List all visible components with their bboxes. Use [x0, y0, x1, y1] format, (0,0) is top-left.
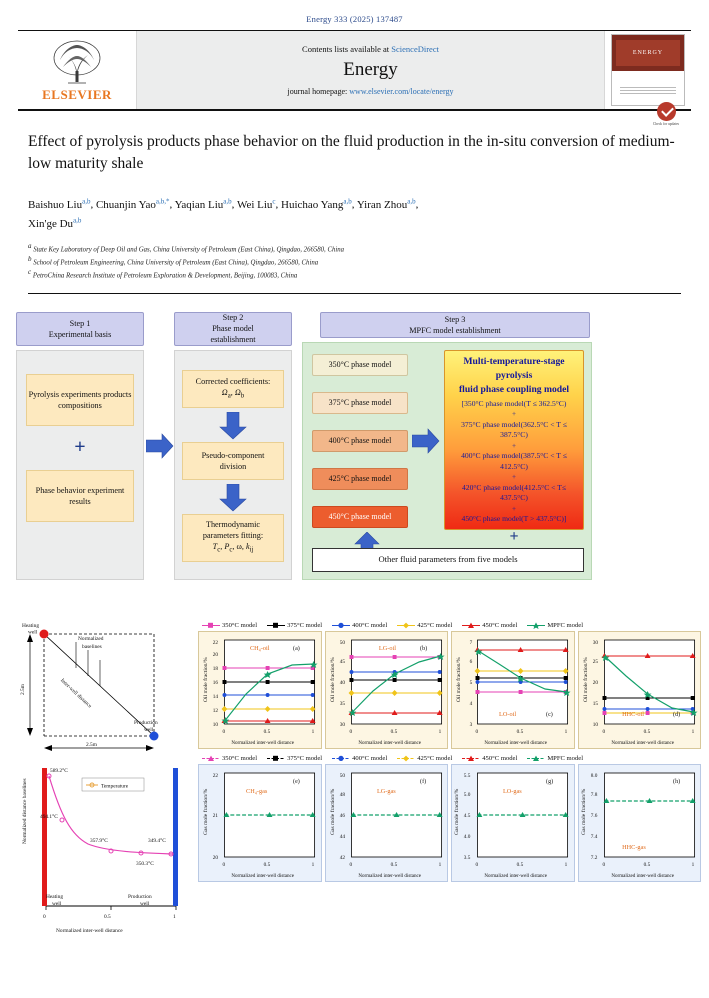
svg-text:12: 12 [212, 707, 218, 714]
svg-text:Normalized inter-well distance: Normalized inter-well distance [231, 872, 295, 879]
svg-text:5.5: 5.5 [463, 772, 471, 779]
svg-text:48: 48 [339, 791, 345, 798]
affiliation: c PetroChina Research Institute of Petroleum Exploration & Development, Beijing, 100083, China [28, 267, 298, 280]
svg-text:HHC-gas: HHC-gas [621, 843, 646, 851]
legend-item-425-gas: 425°C model [397, 755, 452, 762]
svg-text:0: 0 [349, 861, 352, 868]
svg-text:1: 1 [564, 728, 568, 735]
svg-text:0: 0 [475, 728, 479, 735]
svg-text:45: 45 [339, 658, 345, 665]
contents-prefix: Contents lists available at [302, 44, 392, 54]
phase-model-450: 450°C phase model [312, 506, 408, 528]
affiliation: a State Key Laboratory of Deep Oil and Gas, China University of Petroleum (East China), Qingdao, 266580, China [28, 242, 345, 254]
svg-text:Heating: Heating [22, 622, 40, 629]
legend-item-mpfc-oil: MPFC model [527, 622, 583, 629]
svg-text:1: 1 [311, 861, 315, 868]
journal-reference: Energy 333 (2025) 137487 [306, 14, 403, 24]
svg-text:Normalized inter-well distance: Normalized inter-well distance [484, 872, 548, 879]
svg-text:35: 35 [339, 700, 345, 707]
svg-text:0: 0 [43, 913, 46, 920]
svg-text:Normalized inter-well distance: Normalized inter-well distance [610, 739, 674, 746]
author: Huichao Yang$^{a,b}$ [281, 197, 352, 211]
charts-pane [198, 620, 701, 938]
svg-text:22: 22 [212, 639, 218, 646]
svg-text:LO-gas: LO-gas [502, 787, 522, 795]
svg-text:18: 18 [212, 665, 218, 672]
svg-text:well: well [28, 629, 38, 636]
other-parameters-box: Other fluid parameters from five models [312, 548, 584, 572]
svg-text:0: 0 [222, 728, 226, 735]
svg-text:30: 30 [339, 721, 345, 728]
chart-lg-gas [325, 764, 449, 882]
legend-item-375-oil: 375°C model [267, 622, 322, 629]
page-title: Effect of pyrolysis products phase behavior on the fluid production in the in-situ conversion of medium-low maturity shale [28, 133, 675, 172]
legend-item-350-gas: 350°C model [202, 755, 257, 762]
svg-text:(a): (a) [293, 645, 300, 652]
svg-text:1: 1 [438, 728, 441, 735]
homepage-prefix: journal homepage: [287, 87, 350, 96]
legend-gas [198, 753, 701, 764]
svg-text:349.4°C: 349.4°C [148, 837, 166, 844]
svg-text:(b): (b) [419, 645, 427, 652]
svg-text:LG-gas: LG-gas [376, 787, 396, 795]
workflow-diagram [16, 312, 693, 612]
svg-text:Production: Production [134, 719, 158, 726]
journal-title: Energy [343, 59, 398, 80]
svg-text:well: well [144, 726, 154, 733]
svg-text:1: 1 [311, 728, 315, 735]
svg-text:25: 25 [592, 658, 598, 665]
svg-text:2.5m: 2.5m [86, 741, 97, 748]
chart-ch4-oil-svg [199, 632, 321, 750]
svg-text:Normalized distance baselines: Normalized distance baselines [22, 778, 28, 844]
svg-text:7.4: 7.4 [590, 833, 597, 840]
svg-text:0.5: 0.5 [516, 861, 524, 868]
svg-text:Oil mole fraction/%: Oil mole fraction/% [582, 656, 589, 702]
homepage-link[interactable]: www.elsevier.com/locate/energy [349, 87, 454, 96]
svg-text:10: 10 [592, 721, 598, 728]
phase-model-400: 400°C phase model [312, 430, 408, 452]
legend-item-425-oil: 425°C model [397, 622, 452, 629]
svg-text:Temperature: Temperature [101, 783, 129, 790]
svg-text:Oil mole fraction/%: Oil mole fraction/% [329, 656, 336, 702]
svg-text:LO-oil: LO-oil [499, 710, 517, 718]
journal-masthead [18, 31, 691, 109]
arrow-step2-a [218, 412, 248, 440]
schematic-svg [16, 620, 191, 938]
legend-item-mpfc-gas: MPFC model [527, 755, 583, 762]
legend-item-350-oil: 350°C model [202, 622, 257, 629]
chart-hhc-oil [578, 631, 702, 749]
svg-text:0: 0 [475, 861, 479, 868]
contents-line [302, 44, 439, 54]
chart-hhc-gas-svg [579, 765, 701, 883]
step2-item-thermodynamic: Thermodynamic parameters fitting: $T_c$, $P_c$, ω, $k_{ij}$ [182, 514, 284, 562]
svg-text:Inter-well distance: Inter-well distance [59, 677, 93, 710]
svg-text:0.5: 0.5 [104, 913, 111, 920]
svg-text:7.8: 7.8 [590, 791, 597, 798]
svg-text:Oil mole fraction/%: Oil mole fraction/% [455, 656, 462, 702]
svg-text:Normalized inter-well distance: Normalized inter-well distance [231, 739, 295, 746]
svg-text:0.5: 0.5 [390, 728, 397, 735]
homepage-line [288, 87, 454, 96]
svg-text:Gas mole fraction/%: Gas mole fraction/% [453, 788, 460, 835]
chart-hhc-gas [578, 764, 702, 882]
legend-item-400-gas: 400°C model [332, 755, 387, 762]
chart-lg-gas-svg [326, 765, 448, 883]
chart-hhc-oil-svg [579, 632, 701, 750]
cover-top-band [612, 35, 684, 71]
svg-text:CH₄-gas: CH₄-gas [246, 787, 268, 795]
svg-text:20: 20 [212, 651, 218, 658]
cover-text-lines [612, 87, 684, 94]
affiliations [28, 242, 681, 280]
svg-text:0.5: 0.5 [516, 728, 524, 735]
svg-text:46: 46 [339, 812, 345, 819]
legend-item-400-oil: 400°C model [332, 622, 387, 629]
svg-text:589.2°C: 589.2°C [50, 767, 68, 774]
svg-text:5.0: 5.0 [463, 791, 471, 798]
chart-lo-oil-svg [452, 632, 574, 750]
svg-text:Normalized inter-well distance: Normalized inter-well distance [484, 739, 548, 746]
svg-text:1: 1 [438, 861, 441, 868]
svg-text:(f): (f) [419, 778, 426, 785]
svg-text:HHC-oil: HHC-oil [621, 710, 644, 718]
chart-lg-oil [325, 631, 449, 749]
svg-text:1: 1 [691, 861, 694, 868]
svg-text:Normalized inter-well distance: Normalized inter-well distance [56, 927, 123, 934]
author: Yaqian Liu$^{a,b}$ [174, 197, 232, 211]
publisher-name: ELSEVIER [42, 86, 112, 102]
svg-text:well: well [52, 900, 62, 907]
results-figure [8, 620, 701, 940]
chart-ch4-oil [198, 631, 322, 749]
mpfc-text: Multi-temperature-stage pyrolysis fluid phase coupling model [350°C phase model(T ≤ 362.5°C) + 375°C phase model(362.5°C < T ≤ 387.5°C) + 400°C phase model(387.5°C < T ≤ 412.5°C) + 420°C phase model(412.5°C < T≤ 437.5°C) + 450°C phase model(T > 437.5°C)] [458, 355, 570, 524]
author-list: Baishuo Liu$^{a,b}$, Chuanjin Yao$^{a,b,*}$, Yaqian Liu$^{a,b}$, Wei Liu$^c$, Huichao Yang$^{a,b}$, Yiran Zhou$^{a,b}$, Xin'ge Du$^{a,b}$ [28, 197, 419, 231]
affiliation: b School of Petroleum Engineering, China University of Petroleum (East China), Qingdao, 266580, China [28, 255, 319, 267]
crossmark-label: Check for updates [652, 121, 680, 126]
step2-item-pseudo-component: Pseudo-component division [182, 442, 284, 480]
title-rule [28, 293, 681, 294]
oil-charts-grid [198, 631, 701, 749]
step3-header: Step 3 MPFC model establishment [320, 312, 590, 338]
mpfc-plus: + [509, 528, 519, 546]
svg-text:0.5: 0.5 [263, 861, 271, 868]
svg-text:0.5: 0.5 [390, 861, 397, 868]
svg-text:(d): (d) [672, 711, 680, 718]
svg-text:0.5: 0.5 [643, 728, 650, 735]
legend-item-375-gas: 375°C model [267, 755, 322, 762]
publisher-logo [18, 31, 136, 109]
svg-text:Gas mole fraction/%: Gas mole fraction/% [329, 788, 336, 835]
svg-text:40: 40 [339, 679, 345, 686]
svg-text:22: 22 [212, 772, 218, 779]
arrow-step2-b [218, 484, 248, 512]
svg-text:5: 5 [469, 679, 473, 686]
svg-text:44: 44 [339, 833, 345, 840]
svg-text:Normalized inter-well distance: Normalized inter-well distance [357, 872, 421, 879]
svg-text:357.9°C: 357.9°C [90, 837, 108, 844]
legend-item-450-oil: 450°C model [462, 622, 517, 629]
svg-text:14: 14 [212, 693, 218, 700]
svg-text:8.0: 8.0 [590, 772, 597, 779]
header-rule-bottom [18, 109, 691, 111]
svg-text:(h): (h) [672, 778, 680, 785]
svg-text:4: 4 [469, 700, 473, 707]
svg-text:0: 0 [222, 861, 226, 868]
svg-text:10: 10 [212, 721, 218, 728]
step2-item-coefficients: Corrected coefficients: $\Omega_a$, $\Omega_b$ [182, 370, 284, 408]
phase-model-375: 375°C phase model [312, 392, 408, 414]
svg-text:0.5: 0.5 [263, 728, 271, 735]
phase-model-350: 350°C phase model [312, 354, 408, 376]
svg-text:50: 50 [339, 772, 345, 779]
svg-text:3.5: 3.5 [463, 854, 471, 861]
svg-text:Oil mole fraction/%: Oil mole fraction/% [202, 656, 209, 702]
author: Baishuo Liu$^{a,b}$ [28, 197, 91, 211]
svg-text:Normalized inter-well distance: Normalized inter-well distance [357, 739, 421, 746]
author: Xin'ge Du$^{a,b}$ [28, 216, 82, 231]
svg-text:LG-oil: LG-oil [378, 644, 396, 652]
svg-text:42: 42 [339, 854, 345, 861]
sciencedirect-link[interactable]: ScienceDirect [391, 44, 439, 54]
svg-text:350.3°C: 350.3°C [136, 860, 154, 867]
mpfc-model-box [444, 350, 584, 530]
arrow-step3 [412, 427, 440, 457]
svg-text:0.5: 0.5 [643, 861, 650, 868]
svg-text:Normalized: Normalized [78, 635, 104, 642]
legend-oil [198, 620, 701, 631]
svg-text:1: 1 [564, 861, 568, 868]
crossmark-icon [657, 102, 676, 121]
chart-lo-gas [451, 764, 575, 882]
chart-lo-gas-svg [452, 765, 574, 883]
svg-text:Heating: Heating [46, 893, 64, 900]
svg-text:4.5: 4.5 [463, 812, 471, 819]
chart-ch4-gas-svg [199, 765, 321, 883]
svg-text:well: well [140, 900, 150, 907]
step1-plus: + [74, 436, 86, 459]
chart-ch4-gas [198, 764, 322, 882]
svg-text:20: 20 [212, 854, 218, 861]
chart-lg-oil-svg [326, 632, 448, 750]
svg-text:CH₄-oil: CH₄-oil [249, 644, 270, 652]
svg-text:0: 0 [602, 861, 605, 868]
author: Wei Liu$^c$ [236, 197, 276, 211]
svg-text:50: 50 [339, 639, 345, 646]
step1-header: Step 1 Experimental basis [16, 312, 144, 346]
svg-text:6: 6 [469, 658, 473, 665]
svg-text:1: 1 [691, 728, 694, 735]
svg-text:16: 16 [212, 679, 218, 686]
svg-text:7.2: 7.2 [590, 854, 597, 861]
svg-text:(e): (e) [293, 778, 300, 785]
gas-charts-grid [198, 764, 701, 882]
svg-text:1: 1 [173, 913, 176, 920]
svg-text:0: 0 [602, 728, 605, 735]
svg-text:7: 7 [469, 639, 473, 646]
step1-item-phase-behavior: Phase behavior experiment results [26, 470, 134, 522]
title-block [28, 121, 681, 175]
author: Yiran Zhou$^{a,b}$ [356, 197, 416, 211]
author: Chuanjin Yao$^{a,b,*}$ [95, 197, 170, 211]
svg-text:4.0: 4.0 [463, 833, 471, 840]
well-schematic [16, 620, 191, 938]
svg-text:20: 20 [592, 679, 598, 686]
arrow-step1-step2 [146, 432, 174, 462]
svg-text:(g): (g) [546, 778, 554, 785]
svg-text:494.1°C: 494.1°C [40, 813, 58, 820]
step1-item-pyrolysis: Pyrolysis experiments products compositions [26, 374, 134, 426]
svg-text:baselines: baselines [82, 643, 102, 650]
svg-text:3: 3 [469, 721, 473, 728]
journal-banner [136, 31, 605, 109]
crossmark-badge[interactable] [647, 95, 685, 133]
phase-model-425: 425°C phase model [312, 468, 408, 490]
svg-text:0: 0 [349, 728, 352, 735]
svg-text:15: 15 [592, 700, 598, 707]
svg-text:30: 30 [592, 639, 598, 646]
step2-header: Step 2 Phase model establishment [174, 312, 292, 346]
svg-text:Gas mole fraction/%: Gas mole fraction/% [202, 788, 209, 835]
legend-item-450-gas: 450°C model [462, 755, 517, 762]
elsevier-tree-icon [46, 38, 108, 86]
svg-text:2.5m: 2.5m [20, 683, 26, 695]
svg-text:Gas mole fraction/%: Gas mole fraction/% [580, 788, 587, 835]
svg-text:Production: Production [128, 893, 152, 900]
svg-text:(c): (c) [546, 711, 553, 718]
svg-text:7.6: 7.6 [590, 812, 597, 819]
chart-lo-oil [451, 631, 575, 749]
cover-top-inner [616, 40, 679, 65]
svg-text:21: 21 [212, 812, 218, 819]
svg-text:Normalized inter-well distance: Normalized inter-well distance [610, 872, 674, 879]
cover-title: ENERGY [632, 50, 664, 56]
